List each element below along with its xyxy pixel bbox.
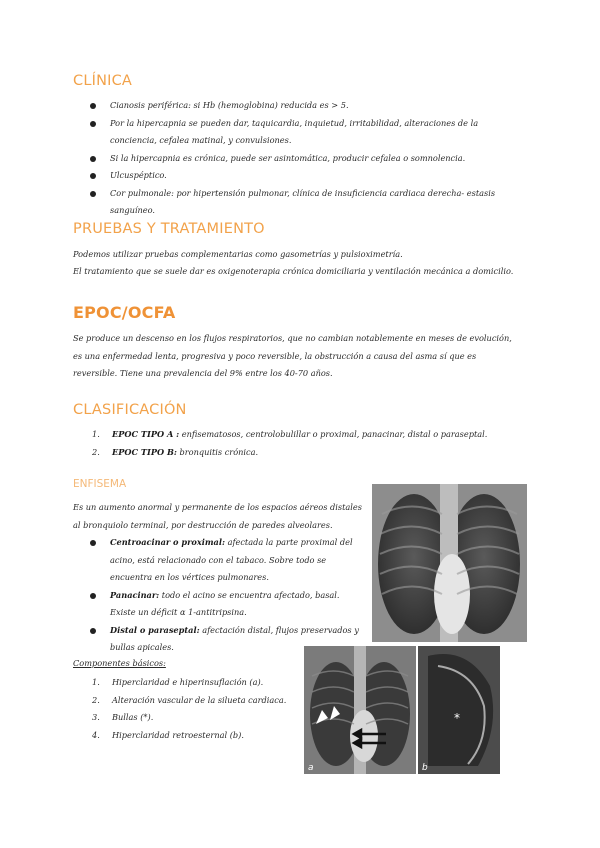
list-item: 1. EPOC TIPO A : enfisematosos, centrolobulillar o proximal, panacinar, distal o paraseptal.: [92, 429, 488, 439]
clinica-heading: CLÍNICA: [73, 73, 133, 89]
enfisema-intro: Es un aumento anormal y permanente de los espacios aéreos distales al bronquiolo terminal, por destrucción de paredes alveolares.: [73, 502, 362, 530]
clinica-list: [84, 97, 524, 220]
list-item: Cianosis periférica: si Hb (hemoglobina) reducida es > 5.: [84, 97, 524, 115]
epoc-paragraph: Se produce un descenso en los flujos respiratorios, que no cambian notablemente en meses de evolución, es una enfermedad lenta, progresiva y poco reversible, la obstrucción a causa del asma sí que es reversible. Tiene una prevalencia del 9% entre los 40-70 años.: [73, 333, 512, 378]
bullet-icon: [90, 121, 96, 127]
list-item: 3. Bullas (*).: [92, 712, 154, 722]
list-item: Centroacinar o proximal: afectada la parte proximal del acino, está relacionado con el tabaco. Sobre todo se encuentra en los vértices pulmonares.: [84, 534, 362, 587]
chest-xray-image: [372, 484, 527, 642]
list-item: 4. Hiperclaridad retroesternal (b).: [92, 729, 244, 740]
list-item: 1. Hiperclaridad e hiperinsuflación (a).: [92, 677, 264, 687]
bullet-icon: [90, 173, 96, 179]
clasificacion-heading: CLASIFICACIÓN: [73, 402, 187, 418]
bullet-icon: [90, 156, 96, 162]
pruebas-line-1: Podemos utilizar pruebas complementarias como gasometrías y pulsioximetría.: [73, 249, 403, 259]
list-item: Cor pulmonale: por hipertensión pulmonar, clínica de insuficiencia cardiaca derecha- estasis sanguíneo.: [84, 185, 524, 220]
epoc-heading: EPOC/OCFA: [73, 303, 176, 322]
enfisema-heading: ENFISEMA: [73, 478, 127, 490]
list-item: Distal o paraseptal: afectación distal, flujos preservados y bullas apicales.: [84, 622, 362, 657]
list-item: Panacinar: todo el acino se encuentra afectado, basal. Existe un déficit α 1-antitripsina.: [84, 587, 362, 622]
chest-xray-lateral-image: [418, 646, 500, 774]
componentes-list: [92, 674, 302, 744]
chest-xray-frontal-image: [304, 646, 416, 774]
bullet-icon: [90, 540, 96, 546]
pruebas-line-2: El tratamiento que se suele dar es oxigenoterapia crónica domiciliaria y ventilación mecánica a domicilio.: [73, 266, 514, 276]
list-item: Ulcuspéptico.: [84, 167, 524, 185]
figure-label-a: a: [308, 763, 314, 773]
enfisema-list: [84, 534, 362, 657]
bullet-icon: [90, 191, 96, 197]
list-item: 2. EPOC TIPO B: bronquitis crónica.: [92, 446, 259, 457]
list-item: Por la hipercapnia se pueden dar, taquicardia, inquietud, irritabilidad, alteraciones de la conciencia, cefalea matinal, y convulsiones.: [84, 115, 524, 150]
bullet-icon: [90, 103, 96, 109]
bulla-marker: *: [454, 711, 460, 725]
list-item: 2. Alteración vascular de la silueta cardiaca.: [92, 694, 287, 705]
list-item: Si la hipercapnia es crónica, puede ser asintomática, producir cefalea o somnolencia.: [84, 150, 524, 168]
bullet-icon: [90, 628, 96, 634]
bullet-icon: [90, 593, 96, 599]
clasificacion-list: [92, 426, 512, 461]
figure-label-b: b: [422, 763, 428, 773]
componentes-title: Componentes básicos:: [73, 658, 166, 668]
pruebas-heading: PRUEBAS Y TRATAMIENTO: [73, 221, 265, 237]
